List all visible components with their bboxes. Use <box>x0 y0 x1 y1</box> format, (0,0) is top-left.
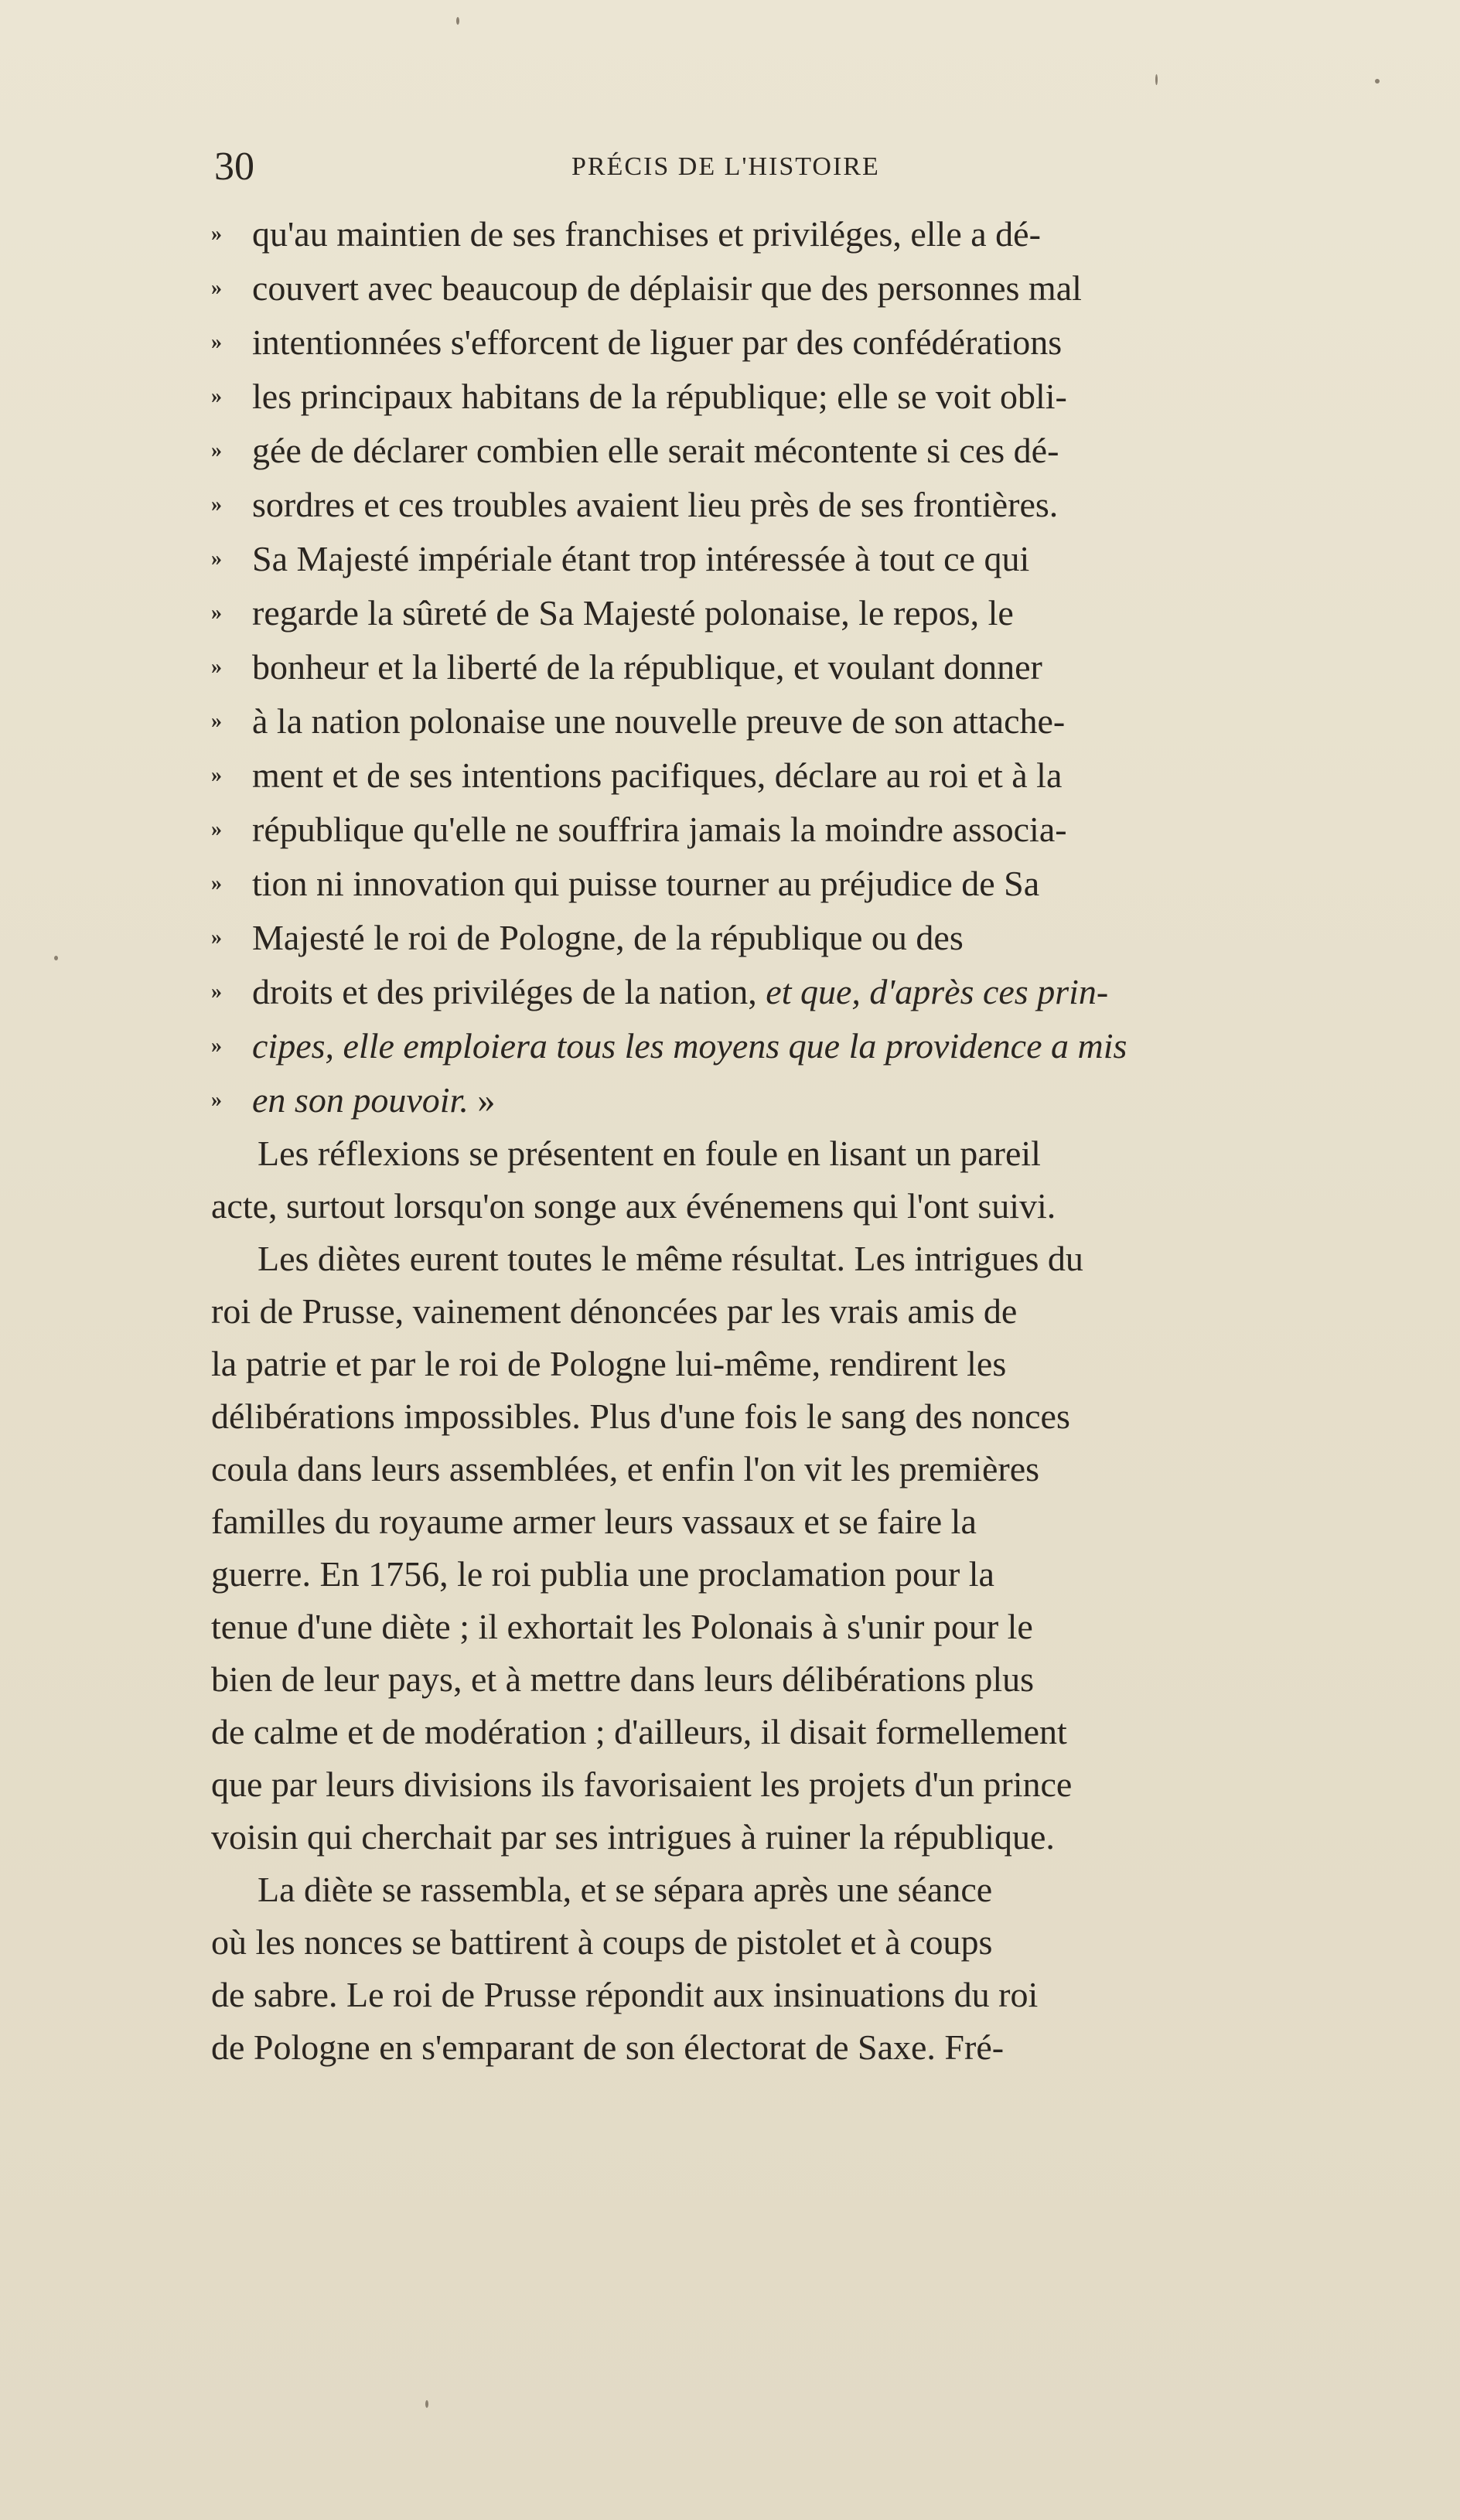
quote-line <box>211 640 1340 694</box>
text-line: roi de Prusse, vainement dénoncées par les vrais amis de <box>211 1291 1018 1331</box>
quote-line-text: regarde la sûreté de Sa Majesté polonaise, le repos, le <box>252 593 1014 633</box>
quote-mark: » <box>211 1034 222 1058</box>
quote-line <box>211 532 1340 586</box>
quote-line <box>211 424 1340 478</box>
quote-line <box>211 207 1340 261</box>
quote-line <box>211 857 1340 911</box>
quote-mark: » <box>211 980 222 1004</box>
quote-mark: » <box>211 601 222 625</box>
quote-line-text: gée de déclarer combien elle serait mécontente si ces dé- <box>252 431 1059 470</box>
quote-mark: » <box>211 655 222 679</box>
quote-line-text: droits et des priviléges de la nation, <box>252 972 766 1011</box>
quote-mark: » <box>211 1088 222 1112</box>
text-line: de Pologne en s'emparant de son électorat de Saxe. Fré- <box>211 2027 1005 2067</box>
quote-line-italic-text: en son pouvoir. <box>252 1080 469 1120</box>
text-line: acte, surtout lorsqu'on songe aux événemens qui l'ont suivi. <box>211 1186 1056 1226</box>
quote-mark: » <box>211 763 222 787</box>
quote-line-text: intentionnées s'efforcent de liguer par des confédérations <box>252 322 1063 362</box>
quote-mark: » <box>211 547 222 571</box>
text-line: où les nonces se battirent à coups de pistolet et à coups <box>211 1922 993 1962</box>
quote-mark: » <box>211 438 222 462</box>
quote-mark: » <box>211 384 222 408</box>
text-line: voisin qui cherchait par ses intrigues à ruiner la république. <box>211 1817 1055 1857</box>
text-line: coula dans leurs assemblées, et enfin l'on vit les premières <box>211 1449 1040 1488</box>
text-line: Les diètes eurent toutes le même résultat. Les intrigues du <box>258 1239 1083 1278</box>
quote-line-text: république qu'elle ne souffrira jamais la moindre associa- <box>252 810 1067 849</box>
page-number: 30 <box>214 145 254 189</box>
quote-line-text: ment et de ses intentions pacifiques, déclare au roi et à la <box>252 755 1063 795</box>
quote-mark: » <box>211 709 222 733</box>
quote-mark: » <box>211 276 222 300</box>
paragraph <box>211 1127 1340 1233</box>
quote-mark: » <box>211 926 222 950</box>
quote-line <box>211 1073 1340 1127</box>
quote-line <box>211 586 1340 640</box>
quote-line <box>211 261 1340 315</box>
quote-line <box>211 315 1340 370</box>
body-text <box>211 207 1340 2074</box>
quote-line-text: couvert avec beaucoup de déplaisir que des personnes mal <box>252 268 1082 308</box>
paragraph <box>211 1233 1340 1864</box>
quote-line-text: sordres et ces troubles avaient lieu près de ses frontières. <box>252 485 1059 524</box>
quote-line-italic-text: cipes, elle emploiera tous les moyens que la providence a mis <box>252 1026 1127 1066</box>
text-line: guerre. En 1756, le roi publia une proclamation pour la <box>211 1554 994 1594</box>
quote-line-text: à la nation polonaise une nouvelle preuve de son attache- <box>252 701 1066 741</box>
running-head: PRÉCIS DE L'HISTOIRE <box>571 152 880 181</box>
text-line: Les réflexions se présentent en foule en lisant un pareil <box>258 1134 1041 1173</box>
text-line: délibérations impossibles. Plus d'une fois le sang des nonces <box>211 1396 1070 1436</box>
paper-speck <box>1155 74 1158 85</box>
paper-speck <box>54 956 58 960</box>
quote-line <box>211 803 1340 857</box>
quote-line <box>211 1019 1340 1073</box>
text-line: de calme et de modération ; d'ailleurs, il disait formellement <box>211 1712 1067 1751</box>
paragraph <box>211 1864 1340 2074</box>
quote-line-text: Sa Majesté impériale étant trop intéressée à tout ce qui <box>252 539 1030 578</box>
quote-line-text: Majesté le roi de Pologne, de la république ou des <box>252 918 964 957</box>
quote-line-text: tion ni innovation qui puisse tourner au préjudice de Sa <box>252 864 1040 903</box>
paper-speck <box>425 2400 428 2408</box>
paper-speck <box>1375 79 1380 84</box>
quote-line <box>211 748 1340 803</box>
text-line: tenue d'une diète ; il exhortait les Polonais à s'unir pour le <box>211 1607 1033 1646</box>
quote-line <box>211 370 1340 424</box>
quote-mark: » <box>211 493 222 517</box>
quote-line-text: qu'au maintien de ses franchises et priviléges, elle a dé- <box>252 214 1041 254</box>
closing-quote: » <box>468 1080 496 1120</box>
quote-line-text: les principaux habitans de la république; elle se voit obli- <box>252 377 1067 416</box>
quote-line <box>211 911 1340 965</box>
text-line: de sabre. Le roi de Prusse répondit aux insinuations du roi <box>211 1975 1039 2014</box>
quote-line <box>211 965 1340 1019</box>
text-line: La diète se rassembla, et se sépara après une séance <box>258 1870 993 1909</box>
paper-speck <box>456 17 459 25</box>
quote-mark: » <box>211 222 222 246</box>
quote-line-text: bonheur et la liberté de la république, et voulant donner <box>252 647 1042 687</box>
page-header <box>214 144 1142 190</box>
quote-mark: » <box>211 817 222 841</box>
quote-line <box>211 478 1340 532</box>
text-line: bien de leur pays, et à mettre dans leurs délibérations plus <box>211 1659 1035 1699</box>
text-line: la patrie et par le roi de Pologne lui-même, rendirent les <box>211 1344 1007 1383</box>
quote-mark: » <box>211 871 222 895</box>
text-line: que par leurs divisions ils favorisaient les projets d'un prince <box>211 1765 1073 1804</box>
text-line: familles du royaume armer leurs vassaux et se faire la <box>211 1502 977 1541</box>
quote-mark: » <box>211 330 222 354</box>
quote-line-italic-text: et que, d'après ces prin- <box>766 972 1109 1011</box>
quote-line <box>211 694 1340 748</box>
